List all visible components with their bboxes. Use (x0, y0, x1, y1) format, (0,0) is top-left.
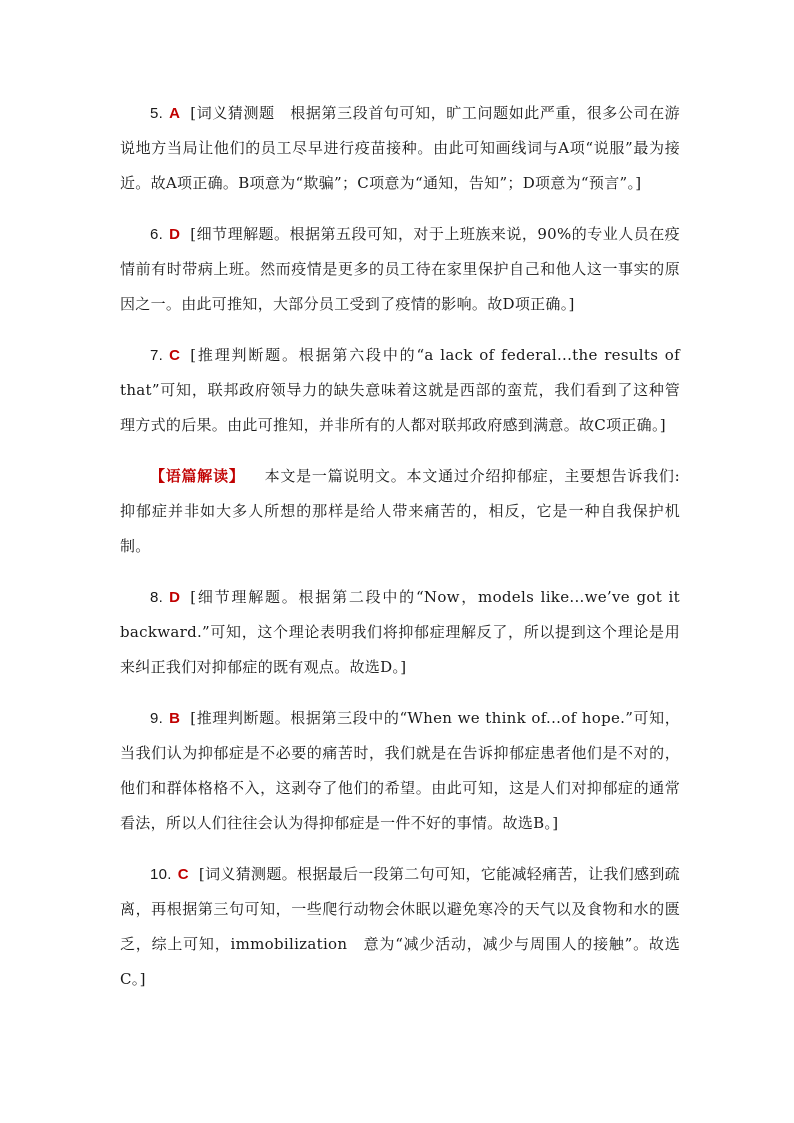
question-number: 7. (150, 347, 164, 364)
explanation-text: [词义猜测题。根据最后一段第二句可知，它能减轻痛苦，让我们感到疏离，再根据第三句可知，一些爬行动物会休眠以避免寒冷的天气以及食物和水的匮乏，综上可知，immobilization 意为“减少活动，减少与周围人的接触”。故选C。] (120, 865, 680, 988)
question-number: 8. (150, 589, 164, 606)
explanation-text: [词义猜测题 根据第三段首句可知，旷工问题如此严重，很多公司在游说地方当局让他们的员工尽早进行疫苗接种。由此可知画线词与A项“说服”最为接近。故A项正确。B项意为“欺骗”；C项意为“通知，告知”；D项意为“预言”。] (120, 104, 680, 192)
answer-letter: D (169, 226, 181, 243)
passage-summary (120, 459, 680, 564)
explanation-text: [推理判断题。根据第三段中的“When we think of...of hope.”可知，当我们认为抑郁症是不必要的痛苦时，我们就是在告诉抑郁症患者他们是不对的，他们和群体格格不入，这剥夺了他们的希望。由此可知，这是人们对抑郁症的通常看法，所以人们往往会认为得抑郁症是一件不好的事情。故选B。] (120, 709, 680, 832)
question-number: 5. (150, 105, 164, 122)
answer-letter: C (177, 866, 189, 883)
answer-item-5 (120, 96, 680, 201)
explanation-text: [推理判断题。根据第六段中的“a lack of federal...the results of that”可知，联邦政府领导力的缺失意味着这就是西部的蛮荒，我们看到了这种管理方式的后果。由此可推知，并非所有的人都对联邦政府感到满意。故C项正确。] (120, 346, 680, 434)
explanation-text: [细节理解题。根据第五段可知，对于上班族来说，90%的专业人员在疫情前有时带病上班。然而疫情是更多的员工待在家里保护自己和他人这一事实的原因之一。由此可推知，大部分员工受到了疫情的影响。故D项正确。] (120, 225, 680, 313)
passage-label: 【语篇解读】 (150, 467, 245, 485)
answer-letter: C (169, 347, 181, 364)
explanation-text: [细节理解题。根据第二段中的“Now，models like...we’ve got it backward.”可知，这个理论表明我们将抑郁症理解反了，所以提到这个理论是用来纠正我们对抑郁症的既有观点。故选D。] (120, 588, 680, 676)
answer-letter: D (169, 589, 181, 606)
passage-text: 本文是一篇说明文。本文通过介绍抑郁症，主要想告诉我们: 抑郁症并非如大多人所想的那样是给人带来痛苦的，相反，它是一种自我保护机制。 (120, 467, 680, 555)
answer-key-content (120, 96, 680, 1013)
answer-item-7 (120, 338, 680, 443)
answer-item-9 (120, 701, 680, 841)
answer-letter: B (169, 710, 181, 727)
question-number: 6. (150, 226, 164, 243)
answer-item-6 (120, 217, 680, 322)
question-number: 10. (150, 866, 172, 883)
answer-item-10 (120, 857, 680, 997)
question-number: 9. (150, 710, 164, 727)
answer-letter: A (169, 105, 181, 122)
answer-item-8 (120, 580, 680, 685)
